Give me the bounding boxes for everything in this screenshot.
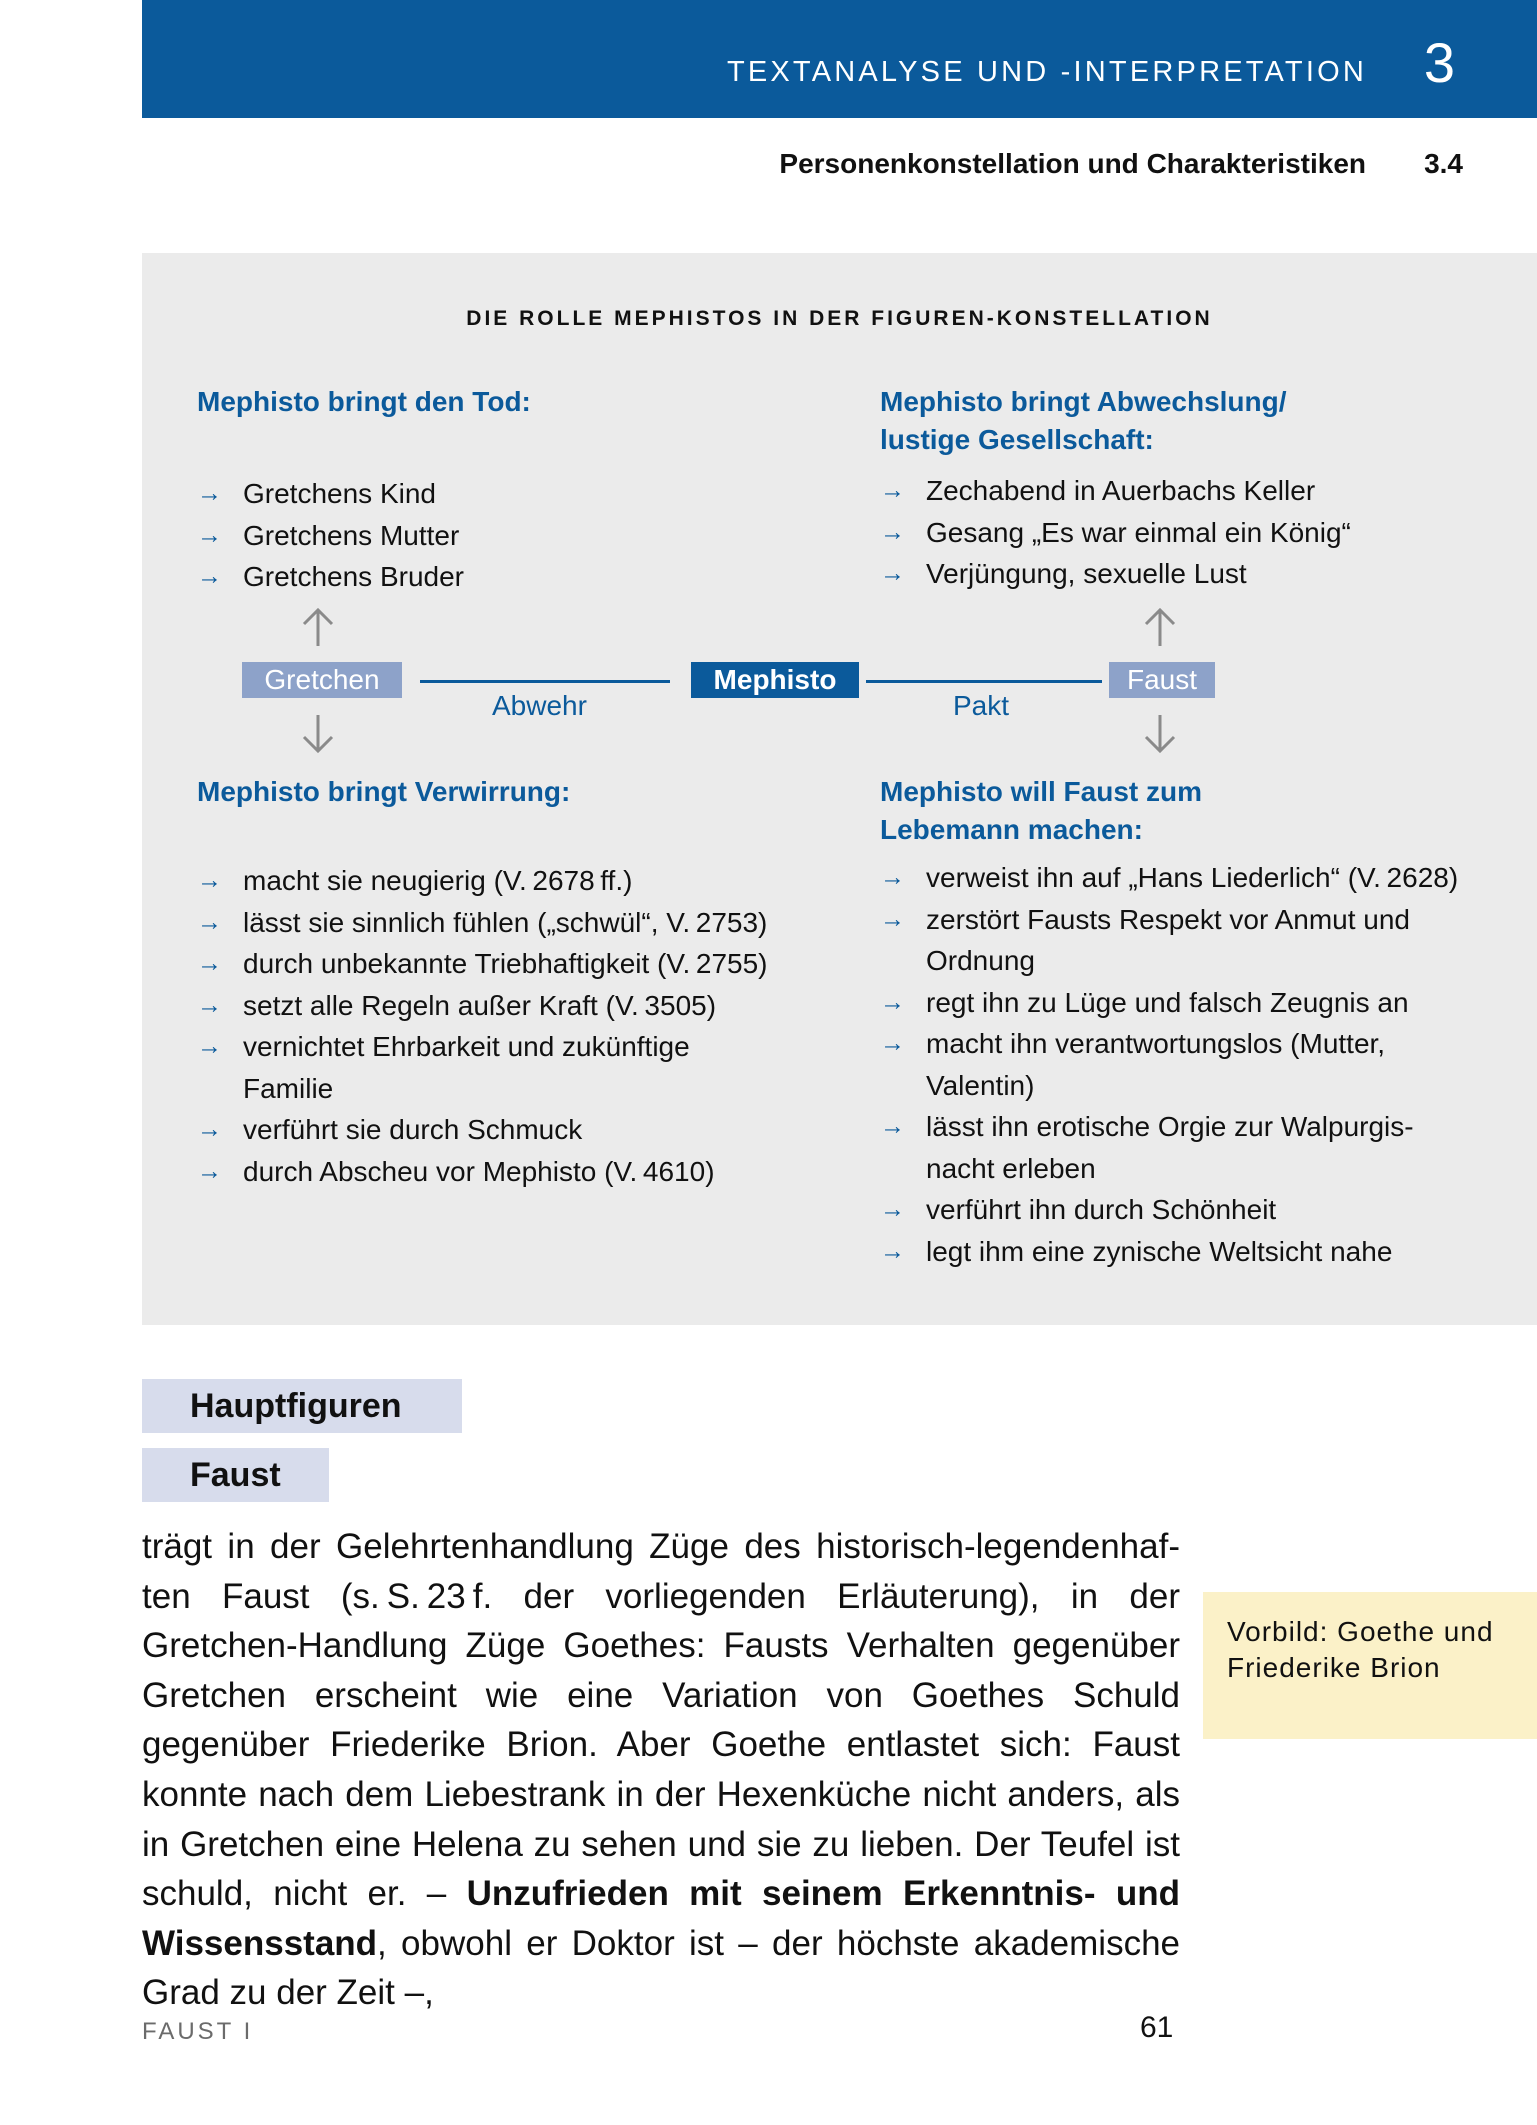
bon-vivant-list: [880, 857, 1470, 1272]
list-item-text: verweist ihn auf „Hans Liederlich“ (V. 2628): [926, 862, 1459, 893]
list-item: [880, 553, 1500, 595]
confusion-list: [197, 860, 787, 1192]
list-item-text: regt ihn zu Lüge und falsch Zeugnis an: [926, 986, 1409, 1018]
bon-vivant-heading-line1: Mephisto will Faust zum: [880, 776, 1203, 807]
confusion-heading: Mephisto bringt Verwirrung:: [197, 776, 571, 807]
list-item-text: Gretchens Mutter: [243, 519, 460, 551]
list-item-text: vernichtet Ehrbarkeit und zukünftige Familie: [243, 1031, 690, 1104]
page-number: 61: [1140, 2011, 1174, 2044]
bon-vivant-heading: [880, 773, 1202, 849]
list-item-text: Zechabend in Auerbachs Keller: [926, 475, 1316, 506]
chapter-number: 3: [1423, 31, 1455, 94]
list-item-text: Gretchens Kind: [243, 478, 436, 509]
arrow-right-icon: →: [197, 479, 222, 507]
margin-note: Vorbild: Goethe und Friederike Brion: [1203, 1592, 1537, 1739]
arrow-right-icon: →: [880, 904, 905, 933]
arrow-up-icon: [1142, 606, 1178, 648]
list-item: [197, 985, 787, 1027]
list-item-text: Gretchens Bruder: [243, 561, 464, 592]
arrow-right-icon: →: [880, 863, 905, 891]
list-item: [197, 1151, 787, 1193]
death-list: [197, 473, 797, 598]
arrow-right-icon: →: [197, 520, 222, 549]
section-title: Personenkonstellation und Charakteristiken: [779, 148, 1366, 179]
arrow-right-icon: →: [880, 1236, 905, 1265]
list-item: [880, 1023, 1470, 1106]
arrow-right-icon: →: [197, 1115, 222, 1143]
list-item: [880, 1189, 1470, 1231]
relation-line-right: [866, 680, 1102, 683]
chapter-header-bar: [142, 0, 1537, 118]
constellation-infobox: [142, 253, 1537, 1325]
list-item: [880, 857, 1470, 899]
arrow-down-icon: [300, 713, 336, 755]
chapter-title: TEXTANALYSE UND -INTERPRETATION: [726, 56, 1367, 88]
node-faust: Faust: [1109, 662, 1215, 698]
arrow-right-icon: →: [197, 990, 222, 1019]
arrow-right-icon: →: [880, 476, 905, 504]
list-item-text: Gesang „Es war einmal ein König“: [926, 516, 1351, 548]
list-item: [880, 1231, 1470, 1273]
relation-pakt: Pakt: [953, 690, 1010, 721]
body-text-part2: , obwohl er Doktor ist – der höchste akademische Grad zu der Zeit –,: [142, 1923, 1180, 2013]
main-figures-tag: Hauptfiguren: [142, 1379, 462, 1433]
variety-heading: [880, 383, 1287, 459]
list-item-text: verführt ihn durch Schönheit: [926, 1194, 1277, 1225]
list-item-text: durch unbekannte Triebhaftigkeit (V. 2755): [243, 948, 768, 979]
footer-book-title: FAUST I: [142, 2018, 254, 2045]
arrow-right-icon: →: [880, 517, 905, 546]
list-item-text: verführt sie durch Schmuck: [243, 1114, 583, 1145]
list-item-text: macht ihn verantwortungslos (Mutter, Valentin): [926, 1028, 1386, 1101]
faust-tag: Faust: [142, 1448, 329, 1502]
list-item: [197, 1026, 787, 1109]
list-item-text: Verjüngung, sexuelle Lust: [926, 558, 1247, 589]
body-text-emphasis: Unzufrieden mit seinem Erkenntnis- und Wissensstand: [142, 1874, 1180, 1963]
list-item: [880, 982, 1470, 1024]
list-item: [880, 899, 1470, 982]
list-item: [197, 1109, 787, 1151]
arrow-right-icon: →: [197, 866, 222, 894]
list-item-text: macht sie neugierig (V. 2678 ff.): [243, 865, 633, 896]
arrow-right-icon: →: [880, 1195, 905, 1223]
arrow-down-icon: [1142, 713, 1178, 755]
list-item: [197, 943, 787, 985]
list-item: [880, 1106, 1470, 1189]
body-text-part1: trägt in der Gelehrtenhandlung Züge des historisch-legendenhaften Faust (s. S. 23 f. der vorliegenden Erläuterung), in der Gretchen-Handlung Züge Goethes: Fausts Verhalten gegenüber Gretchen erscheint wie eine Variation von Goethes Schuld gegenüber Friederike Brion. Aber Goethe entlastet sich: Faust konnte nach dem Liebestrank in der Hexenküche nicht anders, als in Gretchen eine Helena zu sehen und sie zu lieben. Der Teufel ist schuld, nicht er. –: [142, 1527, 1180, 1914]
death-heading: Mephisto bringt den Tod:: [197, 386, 531, 417]
list-item: [197, 902, 787, 944]
list-item-text: setzt alle Regeln außer Kraft (V. 3505): [243, 989, 717, 1021]
list-item-text: legt ihm eine zynische Weltsicht nahe: [926, 1235, 1393, 1267]
arrow-right-icon: →: [197, 1032, 222, 1060]
relation-line-left: [420, 680, 670, 683]
list-item: [197, 556, 797, 598]
arrow-right-icon: →: [880, 559, 905, 587]
infobox-title: DIE ROLLE MEPHISTOS IN DER FIGUREN-KONSTELLATION: [466, 307, 1213, 330]
node-gretchen: Gretchen: [242, 662, 402, 698]
arrow-right-icon: →: [197, 562, 222, 590]
node-mephisto: Mephisto: [691, 662, 859, 698]
variety-heading-line2: lustige Gesellschaft:: [880, 424, 1154, 455]
arrow-right-icon: →: [197, 949, 222, 977]
list-item-text: lässt ihn erotische Orgie zur Walpurgis-nacht erleben: [926, 1111, 1414, 1184]
variety-list: [880, 470, 1500, 595]
bon-vivant-heading-line2: Lebemann machen:: [880, 814, 1143, 845]
list-item: [880, 512, 1500, 554]
list-item-text: lässt sie sinnlich fühlen („schwül“, V. 2753): [243, 906, 768, 938]
arrow-up-icon: [300, 606, 336, 648]
list-item-text: durch Abscheu vor Mephisto (V. 4610): [243, 1155, 715, 1187]
relation-abwehr: Abwehr: [492, 690, 587, 721]
list-item: [197, 473, 797, 515]
arrow-right-icon: →: [197, 1156, 222, 1185]
list-item: [197, 515, 797, 557]
list-item: [197, 860, 787, 902]
list-item-text: zerstört Fausts Respekt vor Anmut und Ordnung: [926, 903, 1410, 976]
body-paragraph: [142, 1522, 1180, 2018]
variety-heading-line1: Mephisto bringt Abwechslung/: [880, 386, 1287, 417]
section-number: 3.4: [1424, 148, 1463, 179]
arrow-right-icon: →: [880, 987, 905, 1016]
arrow-right-icon: →: [197, 907, 222, 936]
arrow-right-icon: →: [880, 1029, 905, 1057]
list-item: [880, 470, 1500, 512]
arrow-right-icon: →: [880, 1112, 905, 1140]
